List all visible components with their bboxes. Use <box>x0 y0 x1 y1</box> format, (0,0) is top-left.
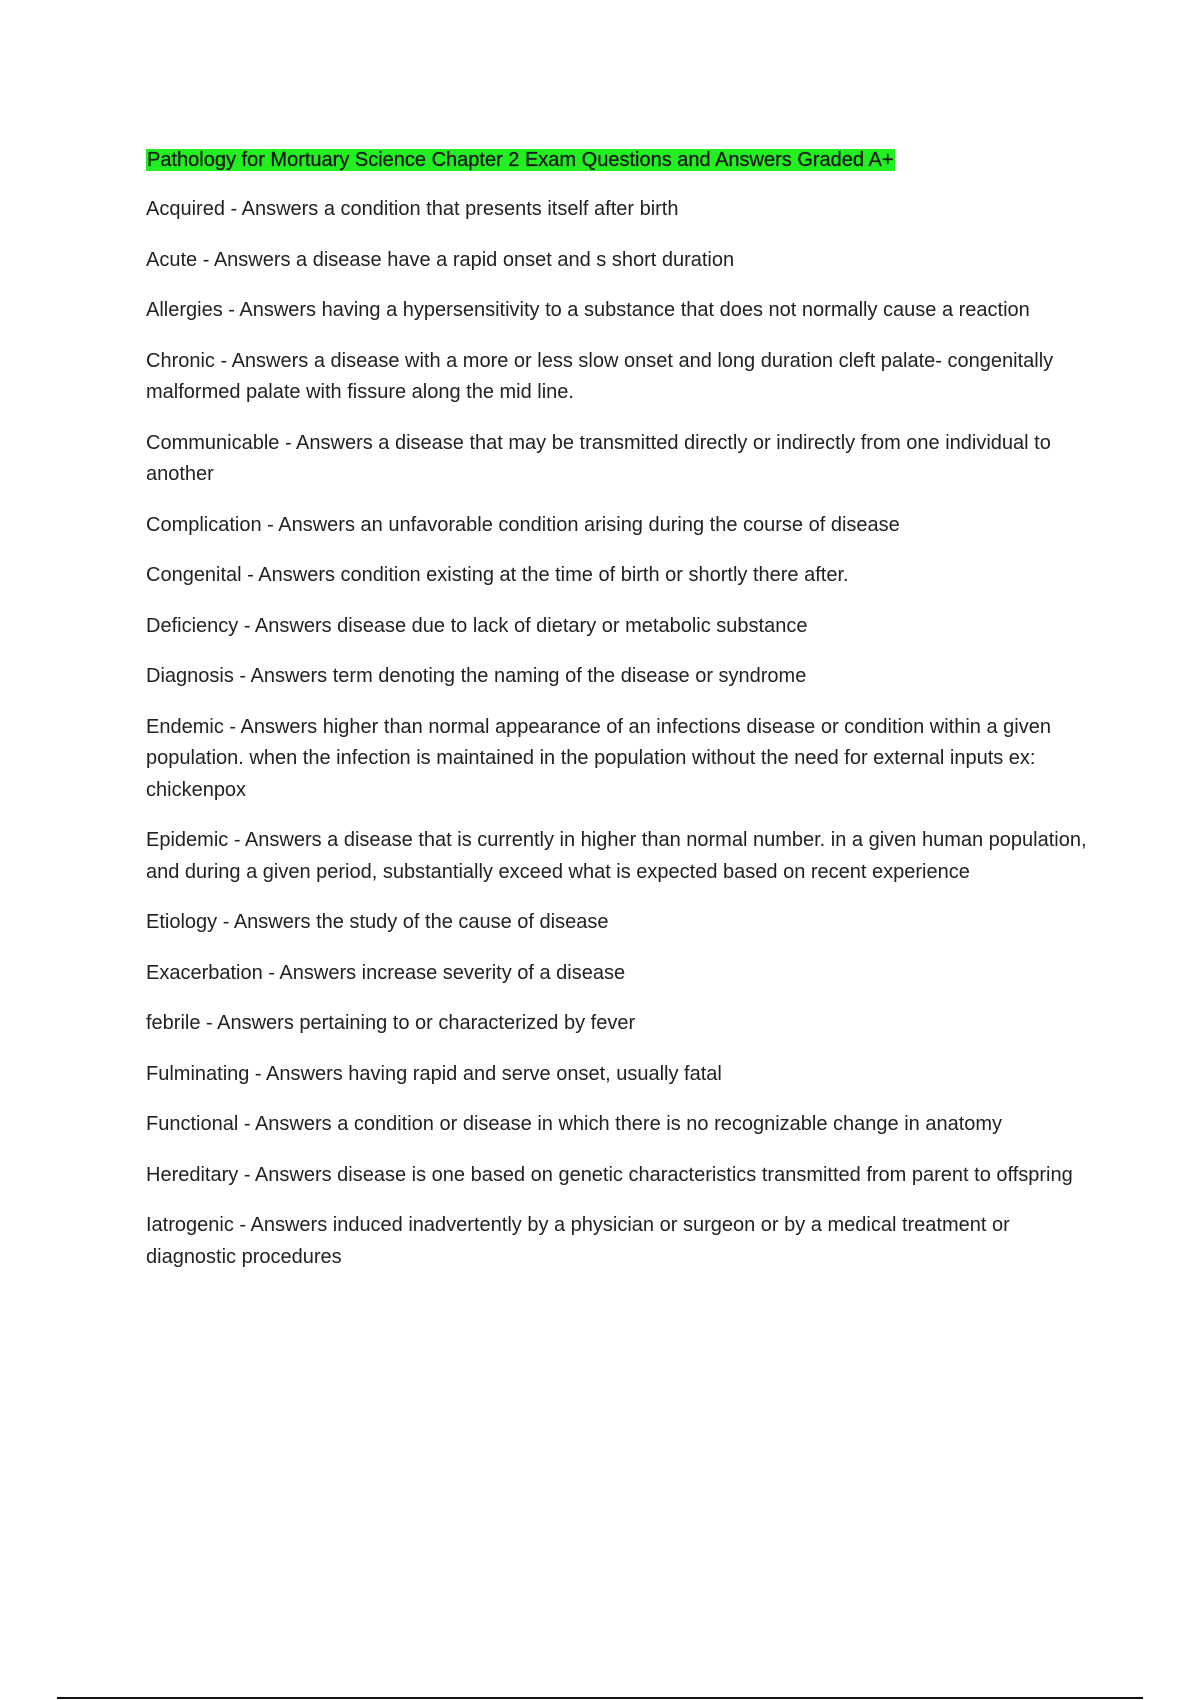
definition-entry: Iatrogenic - Answers induced inadvertently by a physician or surgeon or by a medical treatment or diagnostic procedures <box>146 1214 1010 1268</box>
definition-entry: Deficiency - Answers disease due to lack of dietary or metabolic substance <box>146 614 808 637</box>
definition-entry: Allergies - Answers having a hypersensitivity to a substance that does not normally cause a reaction <box>146 299 1030 321</box>
definition-entry: Exacerbation - Answers increase severity of a disease <box>146 961 626 984</box>
document-page <box>146 145 1096 1292</box>
title-highlight: Pathology for Mortuary Science Chapter 2 Exam Questions and Answers Graded A+ <box>147 149 894 171</box>
definition-entry: Acute - Answers a disease have a rapid onset and s short duration <box>146 248 735 271</box>
definition-entry: Fulminating - Answers having rapid and serve onset, usually fatal <box>146 1062 722 1085</box>
definition-entry: Communicable - Answers a disease that may be transmitted directly or indirectly from one individual to another <box>146 431 1051 485</box>
definition-list <box>146 194 1096 1273</box>
definition-entry: Epidemic - Answers a disease that is currently in higher than normal number. in a given human population, and during a given period, substantially exceed what is expected based on recent experience <box>146 829 1087 883</box>
definition-entry: Etiology - Answers the study of the cause of disease <box>146 911 609 933</box>
definition-entry: febrile - Answers pertaining to or characterized by fever <box>146 1012 636 1034</box>
document-title <box>146 145 1096 175</box>
footer-divider <box>57 1697 1143 1699</box>
definition-entry: Diagnosis - Answers term denoting the naming of the disease or syndrome <box>146 665 807 687</box>
definition-entry: Functional - Answers a condition or disease in which there is no recognizable change in anatomy <box>146 1113 1003 1135</box>
definition-entry: Congenital - Answers condition existing at the time of birth or shortly there after. <box>146 564 849 586</box>
definition-entry: Chronic - Answers a disease with a more or less slow onset and long duration cleft palate- congenitally malformed palate with fissure along the mid line. <box>146 349 1054 403</box>
definition-entry: Complication - Answers an unfavorable condition arising during the course of disease <box>146 513 900 536</box>
definition-entry: Endemic - Answers higher than normal appearance of an infections disease or condition within a given population. when the infection is maintained in the population without the need for external inputs ex: chickenpox <box>146 715 1051 801</box>
definition-entry: Hereditary - Answers disease is one based on genetic characteristics transmitted from parent to offspring <box>146 1163 1073 1186</box>
definition-entry: Acquired - Answers a condition that presents itself after birth <box>146 198 679 220</box>
